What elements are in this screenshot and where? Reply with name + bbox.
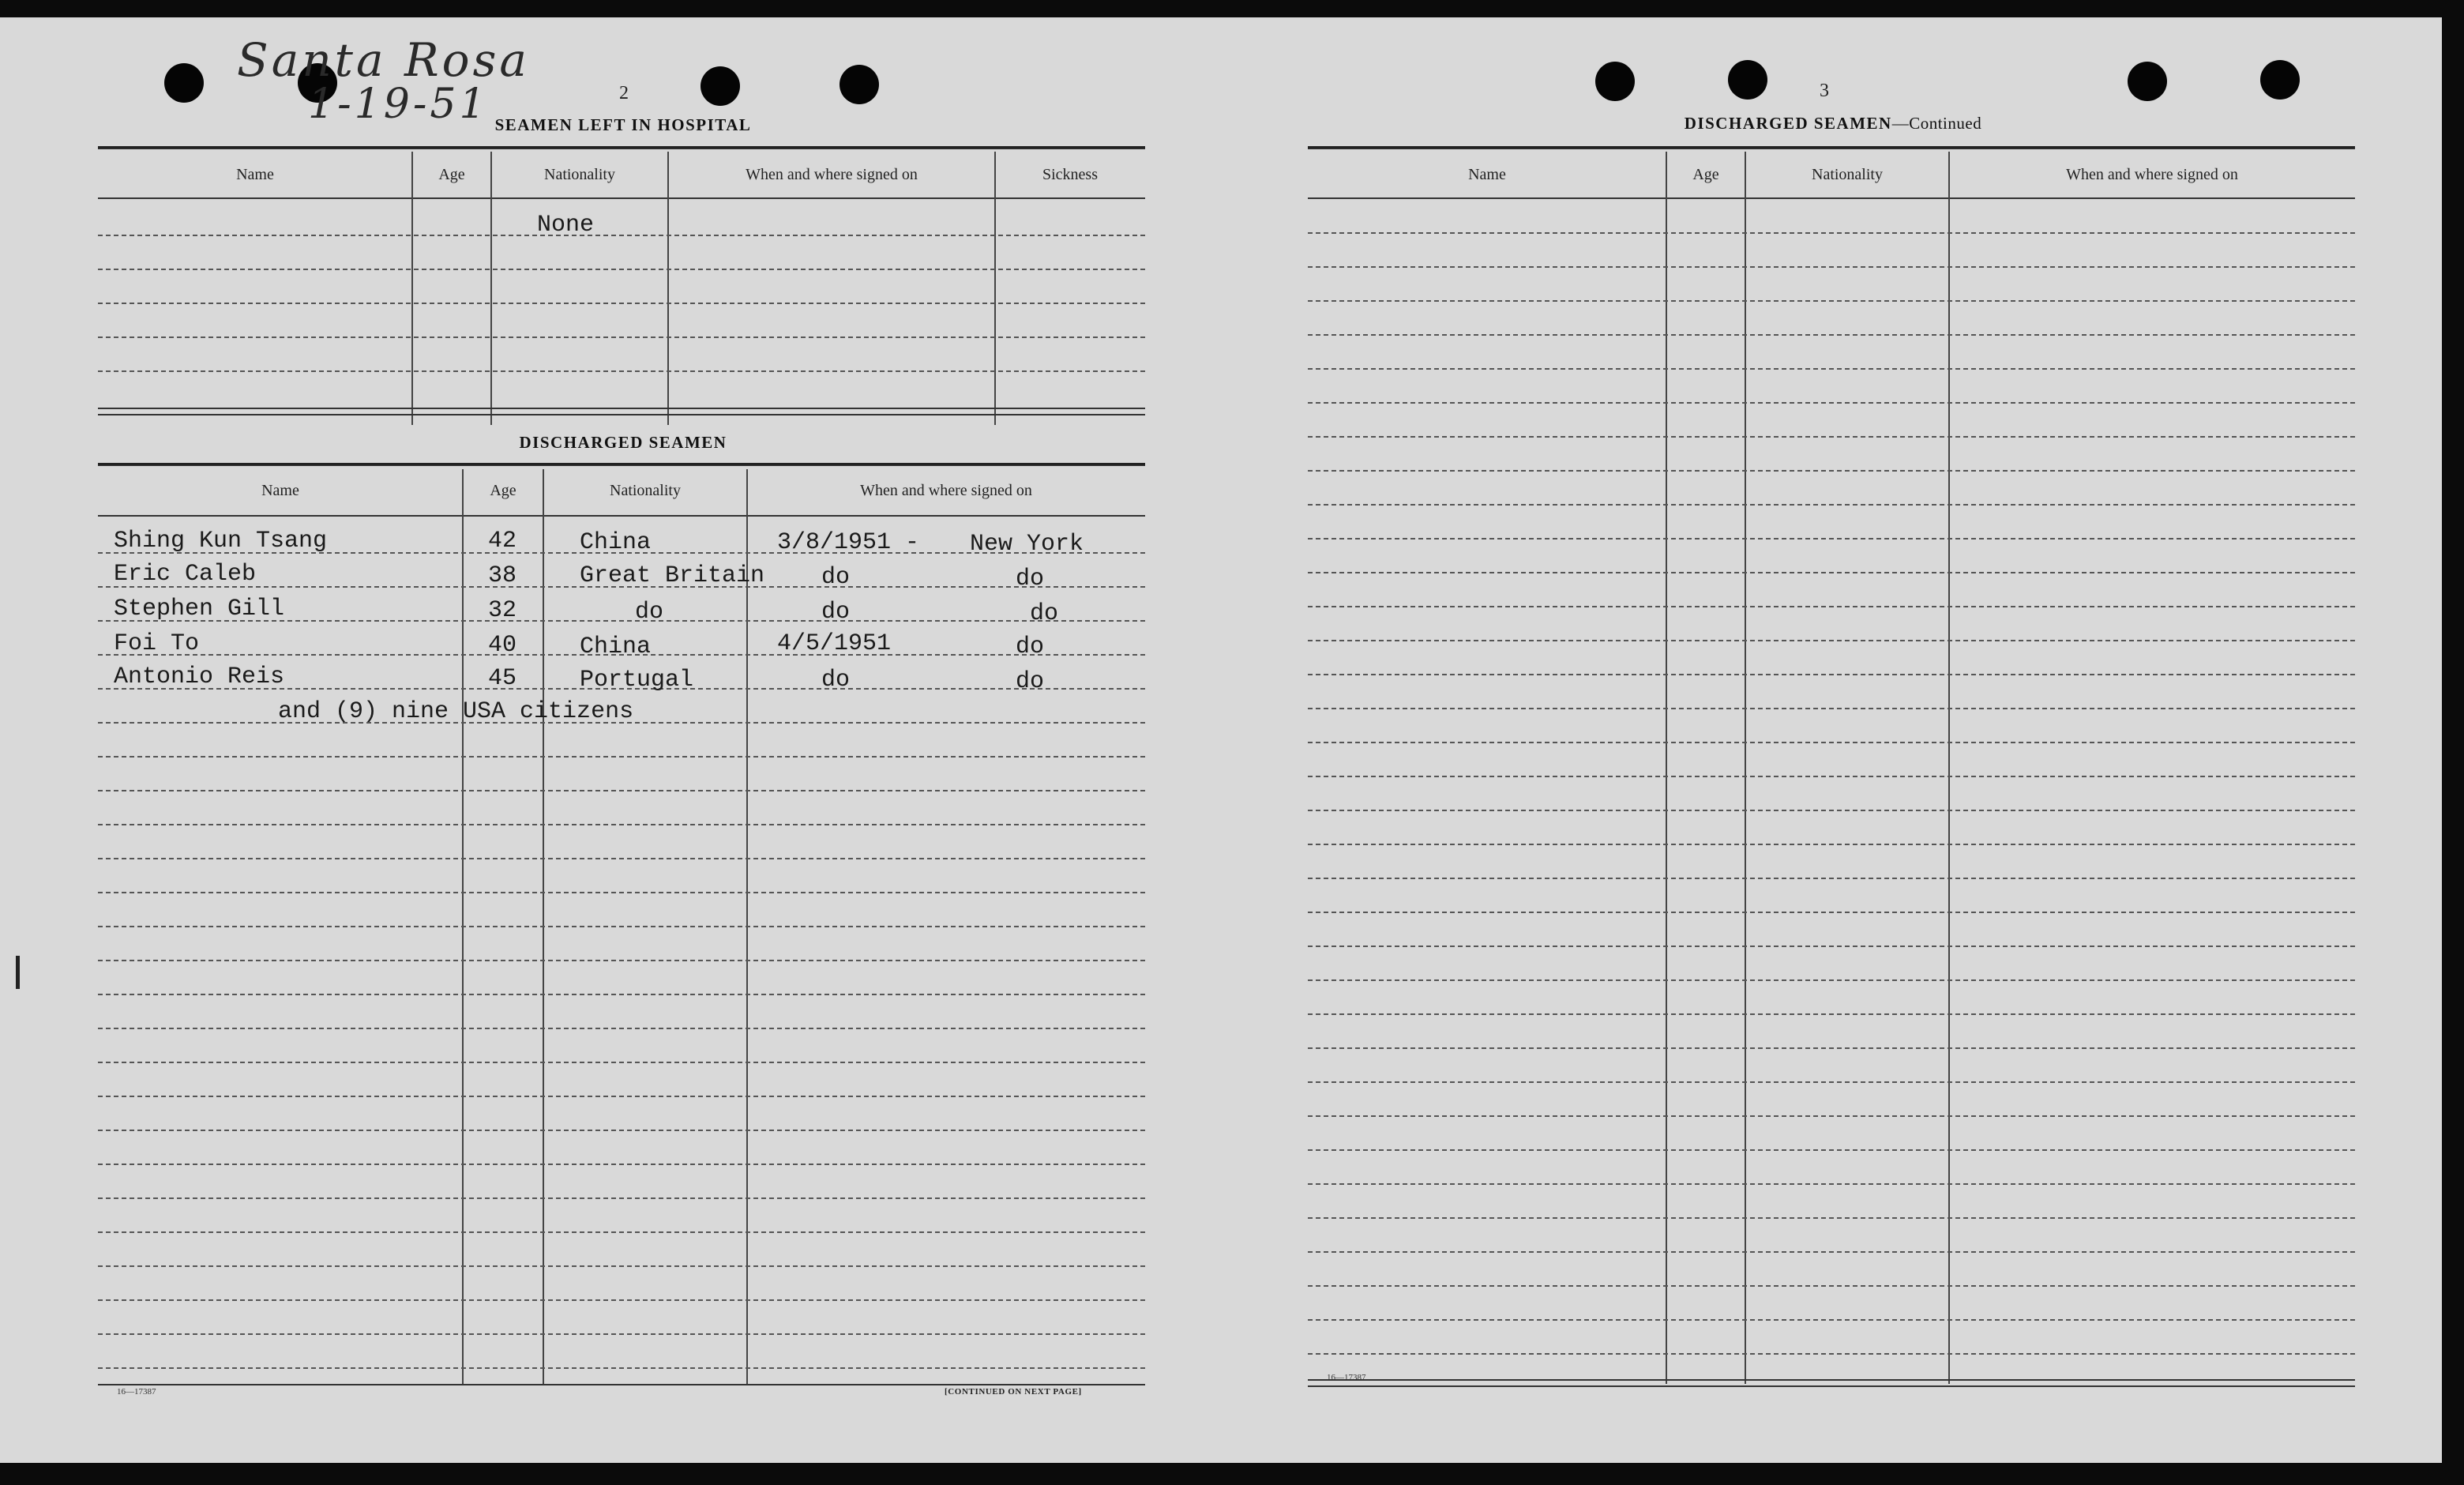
- citizens-note: and (9) nine USA citizens: [278, 698, 634, 725]
- column-divider: [746, 469, 748, 1385]
- row-line: [98, 790, 1145, 791]
- col-when-where: When and where signed on: [860, 482, 1032, 499]
- row-line: [1308, 742, 2355, 743]
- col-sickness: Sickness: [1042, 166, 1098, 183]
- seaman-name: Foi To: [114, 630, 200, 657]
- column-divider: [543, 469, 544, 1385]
- row-line: [1308, 470, 2355, 472]
- punch-hole: [2260, 60, 2300, 100]
- discharged-continued-title: [1308, 114, 2358, 133]
- seaman-age: 40: [488, 632, 517, 659]
- seaman-age: 38: [488, 562, 517, 589]
- punch-hole: [1595, 62, 1635, 101]
- row-line: [1308, 504, 2355, 506]
- table-top-rule: [1308, 146, 2355, 149]
- row-line: [1308, 1013, 2355, 1015]
- row-line: [1308, 1047, 2355, 1049]
- col-name: Name: [1468, 166, 1506, 183]
- signed-on-where: do: [1016, 633, 1045, 660]
- row-line: [1308, 232, 2355, 234]
- column-divider: [1666, 152, 1667, 1384]
- col-nationality: Nationality: [1812, 166, 1883, 183]
- col-name: Name: [261, 482, 299, 499]
- row-line: [1308, 674, 2355, 675]
- seaman-nationality: Great Britain: [580, 562, 765, 589]
- signed-on-when: do: [821, 667, 851, 694]
- col-when-where: When and where signed on: [2066, 166, 2238, 183]
- seaman-name: Stephen Gill: [114, 596, 285, 622]
- header-rule: [1308, 197, 2355, 199]
- row-line: [1308, 1149, 2355, 1151]
- col-age: Age: [438, 166, 465, 183]
- col-age: Age: [490, 482, 516, 499]
- title-main: DISCHARGED SEAMEN: [1684, 114, 1892, 133]
- seaman-nationality: China: [580, 633, 652, 660]
- col-age: Age: [1692, 166, 1719, 183]
- row-line: [1308, 640, 2355, 641]
- row-line: [98, 1265, 1145, 1267]
- handwritten-place: Santa Rosa: [237, 33, 530, 87]
- row-line: [1308, 776, 2355, 777]
- seaman-nationality: China: [580, 529, 652, 556]
- table-top-rule: [98, 146, 1145, 149]
- row-line: [98, 1164, 1145, 1165]
- seaman-name: Eric Caleb: [114, 561, 257, 588]
- row-line: [1308, 1251, 2355, 1253]
- punch-hole: [1728, 60, 1767, 100]
- row-line: [98, 336, 1145, 338]
- row-line: [98, 926, 1145, 927]
- row-line: [1308, 368, 2355, 370]
- row-line: [1308, 946, 2355, 947]
- row-line: [98, 1333, 1145, 1335]
- row-line: [98, 994, 1145, 995]
- row-line: [98, 370, 1145, 372]
- document-sheet: [0, 17, 2442, 1463]
- row-line: [98, 1096, 1145, 1097]
- row-line: [98, 1062, 1145, 1063]
- seaman-age: 45: [488, 665, 517, 692]
- row-line: [98, 269, 1145, 270]
- table-bottom-rule: [98, 414, 1145, 415]
- row-line: [98, 1367, 1145, 1369]
- row-line: [98, 235, 1145, 236]
- row-line: [1308, 912, 2355, 913]
- hospital-section-title: SEAMEN LEFT IN HOSPITAL: [494, 115, 752, 134]
- signed-on-where: do: [1030, 600, 1059, 627]
- form-number: 16—17387: [117, 1387, 156, 1397]
- header-rule: [98, 197, 1145, 199]
- column-divider: [462, 469, 464, 1385]
- row-line: [1308, 878, 2355, 879]
- row-line: [98, 756, 1145, 758]
- title-suffix: —Continued: [1891, 114, 1982, 133]
- column-divider: [411, 152, 413, 425]
- row-line: [1308, 334, 2355, 336]
- seaman-age: 32: [488, 597, 517, 624]
- row-line: [1308, 844, 2355, 845]
- row-line: [1308, 1319, 2355, 1321]
- hospital-entry: None: [537, 212, 595, 239]
- row-line: [98, 824, 1145, 825]
- table-bottom-rule: [1308, 1379, 2355, 1381]
- row-line: [1308, 1353, 2355, 1355]
- seaman-nationality: Portugal: [580, 667, 694, 694]
- punch-hole: [839, 65, 879, 104]
- column-divider: [994, 152, 996, 425]
- row-line: [1308, 538, 2355, 539]
- punch-hole: [164, 63, 204, 103]
- table-bottom-rule: [1308, 1385, 2355, 1387]
- row-line: [1308, 1081, 2355, 1083]
- table-bottom-rule: [98, 408, 1145, 409]
- row-line: [1308, 606, 2355, 607]
- signed-on-when: do: [821, 599, 851, 626]
- row-line: [98, 1130, 1145, 1131]
- row-line: [1308, 1183, 2355, 1185]
- discharged-section-title: DISCHARGED SEAMEN: [519, 433, 727, 452]
- col-when-where: When and where signed on: [746, 166, 918, 183]
- row-line: [1308, 266, 2355, 268]
- continued-note: [CONTINUED ON NEXT PAGE]: [945, 1387, 1082, 1397]
- seaman-nationality: do: [635, 599, 664, 626]
- col-nationality: Nationality: [544, 166, 615, 183]
- row-line: [1308, 436, 2355, 438]
- signed-on-where: do: [1016, 566, 1045, 592]
- row-line: [98, 892, 1145, 893]
- column-divider: [490, 152, 492, 425]
- table-bottom-rule: [98, 1384, 1145, 1385]
- punch-hole: [701, 66, 740, 106]
- handwritten-date: 1-19-51: [308, 81, 489, 128]
- column-divider: [1948, 152, 1950, 1384]
- row-line: [1308, 1115, 2355, 1117]
- row-line: [1308, 708, 2355, 709]
- col-name: Name: [236, 166, 274, 183]
- punch-hole: [2128, 62, 2167, 101]
- seaman-name: Antonio Reis: [114, 664, 285, 690]
- page-number-right: 3: [1820, 81, 1829, 101]
- row-line: [1308, 300, 2355, 302]
- row-line: [1308, 979, 2355, 981]
- column-divider: [667, 152, 669, 425]
- seaman-name: Shing Kun Tsang: [114, 528, 328, 555]
- row-line: [98, 960, 1145, 961]
- form-number: 16—17387: [1327, 1373, 1366, 1382]
- header-rule: [98, 515, 1145, 517]
- signed-on-when: 3/8/1951 -: [777, 529, 920, 556]
- page-number-left: 2: [619, 83, 629, 103]
- signed-on-where: do: [1016, 668, 1045, 695]
- row-line: [1308, 810, 2355, 811]
- row-line: [1308, 1217, 2355, 1219]
- table-top-rule: [98, 463, 1145, 466]
- row-line: [1308, 572, 2355, 573]
- signed-on-when: do: [821, 564, 851, 591]
- row-line: [98, 858, 1145, 859]
- col-nationality: Nationality: [610, 482, 681, 499]
- signed-on-when: 4/5/1951: [777, 630, 892, 657]
- seaman-age: 42: [488, 528, 517, 555]
- row-line: [98, 1231, 1145, 1233]
- row-line: [1308, 1285, 2355, 1287]
- column-divider: [1745, 152, 1746, 1384]
- row-line: [98, 303, 1145, 304]
- row-line: [98, 1299, 1145, 1301]
- row-line: [98, 1197, 1145, 1199]
- row-line: [98, 1028, 1145, 1029]
- row-line: [1308, 402, 2355, 404]
- signed-on-where: New York: [970, 531, 1084, 558]
- scan-edge-mark: [16, 956, 20, 989]
